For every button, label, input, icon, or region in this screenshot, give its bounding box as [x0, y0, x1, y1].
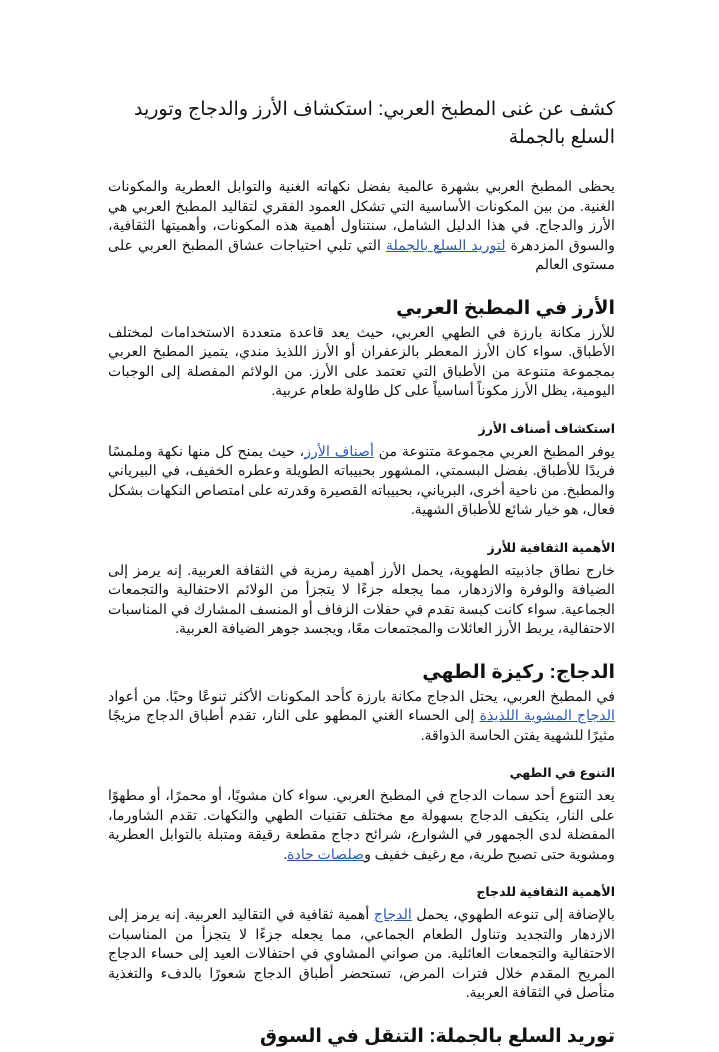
chicken-variety-heading: التنوع في الطهي: [509, 766, 615, 780]
chicken-cultural-text-after: أهمية ثقافية في التقاليد العربية. إنه يرمز إلى الازدهار والتجديد وتناول الطعام الجماعي، مما يجعله جزءًا لا يتجزأ من المناسبات الاحتفالية والتجمعات العائلية. من صواني المشاوي في احتفالات العيد إلى حساء الدجاج المريح المقدم خلال فترات المرض، تستحضر أطباق الدجاج شعورًا بالدفء والتغذية متأصل في الثقافة العربية.: [108, 907, 615, 1001]
rice-cultural-paragraph: خارج نطاق جاذبيته الطهوية، يحمل الأرز أهمية رمزية في الثقافة العربية. إنه يرمز إلى الضيافة والوفرة والازدهار، مما يجعله جزءًا لا يتجزأ من الولائم الاحتفالية والتجمعات الجماعية. سواء كانت كبسة تقدم في حفلات الزفاف أو المنسف المشارك في المناسبات الاحتفالية، يربط الأرز العائلات والمجتمعات معًا، ويجسد جوهر الضيافة العربية.: [108, 562, 615, 637]
chicken-cultural-paragraph: [108, 906, 615, 1004]
chicken-link[interactable]: الدجاج: [373, 907, 412, 923]
chicken-heading: الدجاج: ركيزة الطهي: [422, 661, 615, 683]
chicken-variety-text-after: .: [283, 846, 288, 863]
rice-varieties-text-before: يوفر المطبخ العربي مجموعة متنوعة من: [374, 443, 616, 460]
document-title: كشف عن غنى المطبخ العربي: استكشاف الأرز والدجاج وتوريد السلع بالجملة: [133, 99, 615, 148]
chicken-variety-paragraph: [108, 787, 615, 865]
intro-paragraph: [108, 178, 615, 276]
intro-text-before: يحظى المطبخ العربي بشهرة عالمية بفضل نكهاته الغنية والتوابل العطرية والمكونات الغنية. من بين المكونات الأساسية التي تشكل العمود الفقري لتقاليد المطبخ العربي هي الأرز والدجاج. في هذا الدليل الشامل، سنتناول أهمية هذه المكونات، وأهميتها الثقافية، والسوق المزدهرة: [108, 179, 616, 254]
wholesale-sourcing-link[interactable]: لتوريد السلع بالجملة: [385, 237, 506, 254]
rice-heading: الأرز في المطبخ العربي: [396, 297, 615, 319]
wholesale-heading: توريد السلع بالجملة: التنقل في السوق: [260, 1025, 615, 1047]
chicken-intro-text-after: إلى الحساء الغني المطهو على النار، تقدم أطباق الدجاج مزيجًا مثيرًا للشهية يفتن الحاسة الذواقة.: [108, 708, 615, 744]
rice-cultural-heading: الأهمية الثقافية للأرز: [487, 540, 615, 555]
rice-varieties-heading: استكشاف أصناف الأرز: [478, 421, 615, 436]
rice-intro-paragraph: للأرز مكانة بارزة في الطهي العربي، حيث يعد قاعدة متعددة الاستخدامات لمختلف الأطباق. سواء كان الأرز المعطر بالزعفران أو الأرز اللذيذ مندي، يتميز المطبخ العربي بمجموعة متنوعة من الأطباق التي تعتمد على الأرز. من الولائم المفصلة إلى الوجبات اليومية، يظل الأرز مكوناً أساسياً على كل طاولة طعام عربية.: [108, 324, 615, 399]
grilled-chicken-link[interactable]: الدجاج المشوية اللذيذة: [479, 708, 615, 724]
chicken-cultural-text-before: بالإضافة إلى تنوعه الطهوي، يحمل: [411, 907, 615, 923]
rice-varieties-text-after: ، حيث يمنح كل منها نكهة وملمسًا فريدًا للأطباق. بفضل البسمتي، المشهور بحبيباته الطويلة وعطره الخفيف، في البيرياني والمطبخ. من ناحية أخرى، البرياني، بحبيباته القصيرة وقدرته على امتصاص النكهات بشكل فعال، هو خيار شائع للأطباق الشهية.: [108, 443, 615, 518]
rice-varieties-paragraph: [108, 443, 615, 521]
chicken-variety-text-before: يعد التنوع أحد سمات الدجاج في المطبخ العربي. سواء كان مشويًا، أو محمرًا، أو مطهوًا على النار، يتكيف الدجاج بسهولة مع مختلف تقنيات الطهي والنكهات. تقدم الشاورما، المفضلة لدى الجمهور في الشوارع، شرائح دجاج مقطعة رقيقة ومتبلة بالتوابل العطرية ومشوية حتى تصبح طرية، مع رغيف خفيف و: [108, 788, 615, 863]
intro-text-after: التي تلبي احتياجات عشاق المطبخ العربي على مستوى العالم: [108, 237, 615, 273]
chicken-intro-text-before: في المطبخ العربي، يحتل الدجاج مكانة بارزة كأحد المكونات الأكثر تنوعًا وحبًا. من أعواد: [108, 688, 615, 705]
rice-varieties-link[interactable]: أصناف الأرز: [304, 443, 374, 460]
hot-sauces-link[interactable]: صلصات حادة: [287, 846, 365, 863]
chicken-cultural-heading: الأهمية الثقافية للدجاج: [476, 885, 615, 899]
chicken-intro-paragraph: [108, 688, 615, 747]
document-page: [108, 96, 615, 1052]
